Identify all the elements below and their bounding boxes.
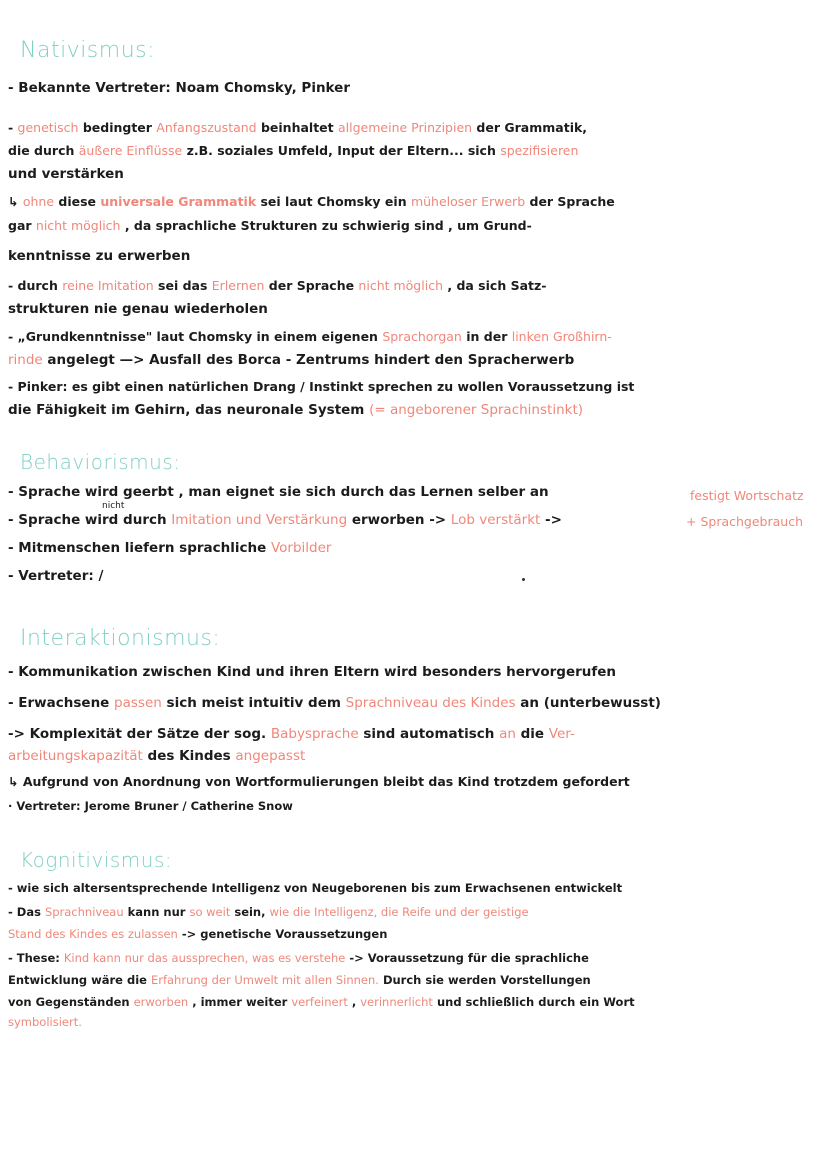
text-segment: - bbox=[8, 120, 18, 135]
highlighted-text-segment: (= angeborener Sprachinstinkt) bbox=[369, 402, 584, 418]
heading-behaviorismus: Behaviorismus: bbox=[20, 450, 181, 474]
highlighted-text-segment: angepasst bbox=[235, 748, 306, 764]
text-segment: - Das bbox=[8, 905, 45, 919]
text-line bbox=[8, 327, 823, 347]
text-segment: - These: bbox=[8, 951, 64, 965]
highlighted-text-segment: wie die Intelligenz, die Reife und der geistige bbox=[269, 905, 529, 919]
text-line bbox=[8, 948, 823, 968]
text-line bbox=[8, 78, 823, 98]
text-line bbox=[8, 566, 678, 586]
highlighted-text-segment: genetisch bbox=[17, 120, 79, 135]
text-line bbox=[8, 724, 823, 744]
highlighted-text-segment: linken Großhirn- bbox=[511, 329, 612, 344]
text-line bbox=[8, 992, 823, 1012]
text-segment: z.B. soziales Umfeld, Input der Eltern... sich bbox=[182, 143, 501, 158]
heading-interaktionismus: Interaktionismus: bbox=[20, 626, 221, 651]
text-segment: angelegt —> Ausfall des Borca - Zentrums hindert den Spracherwerb bbox=[42, 352, 575, 368]
text-segment: die durch bbox=[8, 143, 79, 158]
text-segment: - durch bbox=[8, 278, 63, 293]
highlighted-text-segment: universale Grammatik bbox=[100, 194, 257, 209]
text-segment: Durch sie werden Vorstellungen bbox=[378, 973, 591, 987]
highlighted-text-segment: reine Imitation bbox=[62, 278, 154, 293]
text-segment: und schließlich durch ein Wort bbox=[432, 995, 635, 1009]
text-segment: - Erwachsene bbox=[8, 695, 115, 711]
text-line bbox=[8, 902, 823, 922]
text-segment: sei das bbox=[153, 278, 212, 293]
text-segment: sein, bbox=[230, 905, 270, 919]
highlighted-text-segment: Vorbilder bbox=[270, 540, 332, 556]
heading-kognitivismus: Kognitivismus: bbox=[20, 848, 173, 872]
highlighted-text-segment: Stand des Kindes es zulassen bbox=[8, 927, 178, 941]
highlighted-text-segment: so weit bbox=[189, 905, 231, 919]
highlighted-text-segment: Sprachorgan bbox=[382, 329, 462, 344]
side-note-line-1: festigt Wortschatz bbox=[690, 488, 804, 503]
highlighted-text-segment: nicht möglich bbox=[358, 278, 443, 293]
highlighted-text-segment: verfeinert bbox=[291, 995, 348, 1009]
text-segment: der Sprache bbox=[264, 278, 359, 293]
text-line bbox=[8, 772, 823, 792]
text-line bbox=[8, 693, 823, 713]
text-segment: Entwicklung wäre die bbox=[8, 973, 151, 987]
text-segment: - Vertreter: / bbox=[8, 568, 104, 584]
text-segment: - wie sich altersentsprechende Intelligenz von Neugeborenen bis zum Erwachsenen entwickelt bbox=[8, 881, 623, 895]
text-segment: kenntnisse zu erwerben bbox=[8, 248, 191, 264]
text-segment: sei laut Chomsky ein bbox=[256, 194, 411, 209]
heading-nativismus: Nativismus: bbox=[20, 38, 156, 63]
text-line bbox=[8, 878, 823, 898]
text-line bbox=[8, 924, 823, 944]
highlighted-text-segment: verinnerlicht bbox=[360, 995, 433, 1009]
text-line bbox=[8, 1012, 823, 1032]
highlighted-text-segment: Sprachniveau des Kindes bbox=[345, 695, 516, 711]
highlighted-text-segment: Lob verstärkt bbox=[450, 512, 541, 528]
text-segment: · Vertreter: Jerome Bruner / Catherine Snow bbox=[8, 799, 293, 813]
text-segment: in der bbox=[461, 329, 512, 344]
highlighted-text-segment: erworben bbox=[133, 995, 189, 1009]
text-segment: die bbox=[515, 726, 549, 742]
text-segment: gar bbox=[8, 218, 36, 233]
text-segment: - Kommunikation zwischen Kind und ihren Eltern wird besonders hervorgerufen bbox=[8, 664, 617, 680]
text-line bbox=[8, 246, 823, 266]
highlighted-text-segment: Ver- bbox=[548, 726, 575, 742]
text-segment: ↳ bbox=[8, 194, 23, 209]
text-segment: bedingter bbox=[78, 120, 157, 135]
text-segment: - Sprache wird durch bbox=[8, 512, 172, 528]
inserted-word: nicht bbox=[102, 501, 125, 511]
text-line bbox=[8, 377, 823, 397]
text-segment: der Grammatik, bbox=[472, 120, 588, 135]
text-segment: der Sprache bbox=[525, 194, 615, 209]
text-segment: , da sich Satz- bbox=[443, 278, 547, 293]
stray-dot bbox=[522, 578, 525, 581]
text-line bbox=[8, 796, 823, 816]
highlighted-text-segment: arbeitungskapazität bbox=[8, 748, 143, 764]
text-segment: -> genetische Voraussetzungen bbox=[177, 927, 388, 941]
highlighted-text-segment: äußere Einflüsse bbox=[78, 143, 183, 158]
highlighted-text-segment: Kind kann nur das aussprechen, was es verstehe bbox=[63, 951, 346, 965]
text-segment: - Sprache wird geerbt , man eignet sie sich durch das Lernen selber an bbox=[8, 484, 549, 500]
text-segment: des Kindes bbox=[142, 748, 236, 764]
highlighted-text-segment: Anfangszustand bbox=[156, 120, 257, 135]
text-segment: - Pinker: es gibt einen natürlichen Drang / Instinkt sprechen zu wollen Voraussetzung ist bbox=[8, 379, 635, 394]
text-segment: , immer weiter bbox=[188, 995, 292, 1009]
text-line bbox=[8, 299, 823, 319]
highlighted-text-segment: Babysprache bbox=[270, 726, 359, 742]
text-segment: an (unterbewusst) bbox=[515, 695, 661, 711]
highlighted-text-segment: an bbox=[499, 726, 516, 742]
text-segment: sich meist intuitiv dem bbox=[161, 695, 346, 711]
text-line bbox=[8, 276, 823, 296]
text-segment: sind automatisch bbox=[358, 726, 500, 742]
highlighted-text-segment: Sprachniveau bbox=[44, 905, 124, 919]
text-segment: die Fähigkeit im Gehirn, das neuronale System bbox=[8, 402, 370, 418]
text-line bbox=[8, 662, 823, 682]
text-segment: diese bbox=[54, 194, 101, 209]
text-line bbox=[8, 141, 823, 161]
text-line bbox=[8, 350, 823, 370]
text-segment: kann nur bbox=[123, 905, 190, 919]
text-segment: erworben -> bbox=[347, 512, 451, 528]
text-segment: , bbox=[347, 995, 361, 1009]
highlighted-text-segment: Erlernen bbox=[211, 278, 265, 293]
highlighted-text-segment: allgemeine Prinzipien bbox=[338, 120, 473, 135]
text-line bbox=[8, 118, 823, 138]
text-segment: ↳ Aufgrund von Anordnung von Wortformulierungen bleibt das Kind trotzdem gefordert bbox=[8, 774, 630, 789]
text-segment: und verstärken bbox=[8, 166, 124, 182]
highlighted-text-segment: ohne bbox=[22, 194, 55, 209]
highlighted-text-segment: passen bbox=[114, 695, 162, 711]
text-segment: - Mitmenschen liefern sprachliche bbox=[8, 540, 271, 556]
text-line bbox=[8, 164, 823, 184]
text-line bbox=[8, 400, 823, 420]
text-segment: -> bbox=[540, 512, 562, 528]
highlighted-text-segment: symbolisiert. bbox=[8, 1015, 82, 1029]
text-segment: strukturen nie genau wiederholen bbox=[8, 301, 268, 317]
highlighted-text-segment: müheloser Erwerb bbox=[410, 194, 526, 209]
text-segment: von Gegenständen bbox=[8, 995, 134, 1009]
text-segment: - „Grundkenntnisse" laut Chomsky in einem eigenen bbox=[8, 329, 383, 344]
text-line bbox=[8, 970, 823, 990]
text-segment: -> Komplexität der Sätze der sog. bbox=[8, 726, 271, 742]
highlighted-text-segment: Imitation und Verstärkung bbox=[171, 512, 348, 528]
text-line bbox=[8, 746, 823, 766]
text-line bbox=[8, 192, 823, 212]
highlighted-text-segment: rinde bbox=[8, 352, 43, 368]
highlighted-text-segment: nicht möglich bbox=[35, 218, 121, 233]
text-segment: -> Voraussetzung für die sprachliche bbox=[345, 951, 589, 965]
highlighted-text-segment: Erfahrung der Umwelt mit allen Sinnen. bbox=[150, 973, 379, 987]
text-line bbox=[8, 216, 823, 236]
text-segment: - Bekannte Vertreter: Noam Chomsky, Pinker bbox=[8, 80, 350, 96]
text-segment: , da sprachliche Strukturen zu schwierig sind , um Grund- bbox=[120, 218, 532, 233]
text-line bbox=[8, 538, 678, 558]
highlighted-text-segment: spezifisieren bbox=[500, 143, 579, 158]
side-note-line-2: + Sprachgebrauch bbox=[686, 514, 803, 529]
text-segment: beinhaltet bbox=[256, 120, 338, 135]
